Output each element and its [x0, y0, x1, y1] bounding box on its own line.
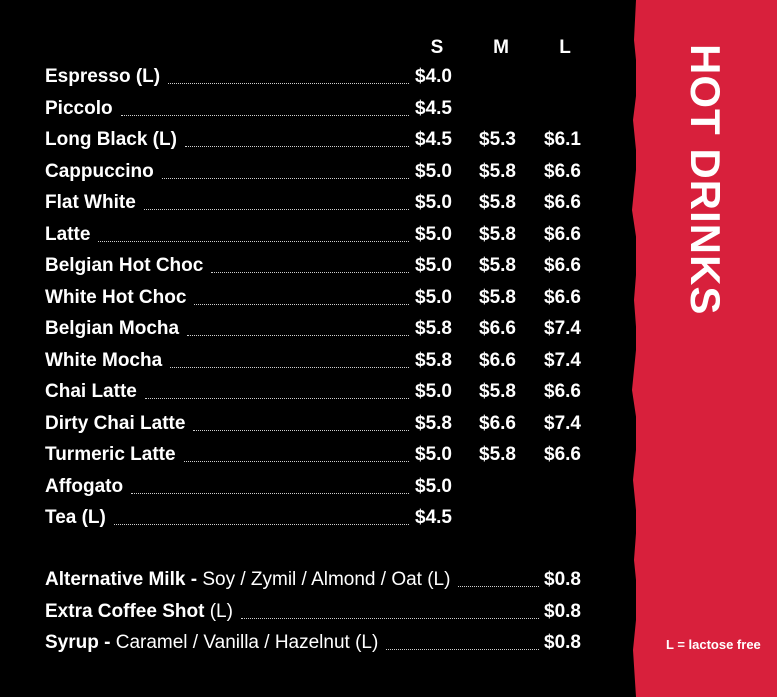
- extra-name: [45, 569, 456, 591]
- price-medium: $5.8: [479, 255, 516, 276]
- menu-item-name: Latte: [45, 224, 96, 246]
- menu-item-name: Piccolo: [45, 98, 119, 120]
- price-medium: $5.8: [479, 223, 516, 245]
- price-medium: $5.8: [479, 192, 516, 213]
- price-medium: $5.8: [479, 381, 516, 402]
- extra-label: Extra Coffee Shot: [45, 600, 205, 622]
- menu-item-name: Cappuccino: [45, 161, 160, 183]
- menu-item-row: [45, 444, 585, 474]
- extra-label: Syrup -: [45, 632, 111, 653]
- price-small: $5.0: [415, 255, 452, 276]
- price-small: $5.0: [415, 475, 452, 497]
- price-large: $6.6: [544, 255, 581, 276]
- extra-name: [45, 601, 239, 623]
- price-small: $5.0: [415, 160, 452, 182]
- price-large: $6.6: [544, 381, 581, 402]
- menu-item-name: Dirty Chai Latte: [45, 413, 191, 435]
- torn-edge: [628, 0, 644, 697]
- size-header-medium: M: [493, 37, 509, 58]
- size-header-large: L: [559, 37, 571, 58]
- price-small: $5.0: [415, 223, 452, 245]
- menu-item-name: Turmeric Latte: [45, 444, 182, 466]
- dot-leader: [184, 461, 409, 462]
- menu-item-row: [45, 507, 585, 537]
- dot-leader: [211, 272, 409, 273]
- extra-price: $0.8: [544, 569, 581, 590]
- dot-leader: [131, 493, 409, 494]
- price-small: $5.0: [415, 444, 452, 465]
- menu-item-name: Belgian Hot Choc: [45, 255, 209, 277]
- dot-leader: [114, 524, 409, 525]
- menu-item-row: [45, 255, 585, 285]
- menu-item-row: [45, 161, 585, 191]
- menu-item-name: White Hot Choc: [45, 287, 192, 309]
- menu-item-row: [45, 318, 585, 348]
- dot-leader: [241, 618, 539, 619]
- menu-item-name: Chai Latte: [45, 381, 143, 403]
- menu-item-row: [45, 129, 585, 159]
- price-large: $7.4: [544, 318, 581, 339]
- menu-item-name: Flat White: [45, 192, 142, 214]
- dot-leader: [194, 304, 409, 305]
- extra-row: [45, 601, 585, 631]
- menu-item-row: [45, 287, 585, 317]
- dot-leader: [386, 649, 539, 650]
- price-large: $6.6: [544, 286, 581, 308]
- menu-item-row: [45, 224, 585, 254]
- menu-item-name: Espresso (L): [45, 66, 166, 88]
- price-large: $6.6: [544, 223, 581, 245]
- menu-item-row: [45, 192, 585, 222]
- price-small: $5.8: [415, 349, 452, 371]
- section-title-vertical: [682, 44, 729, 344]
- size-header-small: S: [430, 37, 444, 58]
- menu-item-row: [45, 66, 585, 96]
- lactose-free-legend: L = lactose free: [666, 637, 761, 652]
- menu-item-name: Long Black (L): [45, 129, 183, 151]
- dot-leader: [185, 146, 409, 147]
- price-medium: $5.3: [479, 129, 516, 150]
- price-large: $7.4: [544, 412, 581, 434]
- price-small: $4.5: [415, 97, 452, 119]
- dot-leader: [162, 178, 409, 179]
- price-small: $5.0: [415, 381, 452, 402]
- price-large: $6.6: [544, 160, 581, 182]
- dot-leader: [144, 209, 409, 210]
- dot-leader: [170, 367, 409, 368]
- price-medium: $5.8: [479, 286, 516, 308]
- price-large: $7.4: [544, 349, 581, 371]
- menu-item-row: [45, 476, 585, 506]
- price-small: $5.8: [415, 318, 452, 339]
- extra-price: $0.8: [544, 632, 581, 653]
- menu-item-name: White Mocha: [45, 350, 168, 372]
- menu-item-name: Tea (L): [45, 507, 112, 529]
- price-medium: $5.8: [479, 160, 516, 182]
- dot-leader: [187, 335, 409, 336]
- price-small: $5.0: [415, 286, 452, 308]
- price-small: $4.5: [415, 507, 452, 528]
- extra-options: (L): [204, 600, 233, 622]
- dot-leader: [458, 586, 539, 587]
- price-small: $5.8: [415, 412, 452, 434]
- dot-leader: [168, 83, 409, 84]
- dot-leader: [121, 115, 409, 116]
- dot-leader: [98, 241, 409, 242]
- extra-name: [45, 632, 384, 654]
- extra-options: Caramel / Vanilla / Hazelnut (L): [110, 632, 379, 653]
- menu-item-row: [45, 381, 585, 411]
- menu-item-row: [45, 350, 585, 380]
- price-small: $5.0: [415, 192, 452, 213]
- dot-leader: [193, 430, 409, 431]
- price-small: $4.0: [415, 66, 452, 87]
- price-medium: $6.6: [479, 412, 516, 434]
- extra-row: [45, 569, 585, 599]
- section-title: HOT DRINKS: [682, 44, 729, 316]
- extra-label: Alternative Milk -: [45, 569, 198, 590]
- menu-item-row: [45, 98, 585, 128]
- price-medium: $5.8: [479, 444, 516, 465]
- extra-options: Soy / Zymil / Almond / Oat (L): [197, 569, 451, 590]
- extra-price: $0.8: [544, 600, 581, 622]
- price-large: $6.6: [544, 444, 581, 465]
- price-large: $6.1: [544, 129, 581, 150]
- price-small: $4.5: [415, 129, 452, 150]
- price-large: $6.6: [544, 192, 581, 213]
- extra-row: [45, 632, 585, 662]
- menu-item-row: [45, 413, 585, 443]
- price-medium: $6.6: [479, 318, 516, 339]
- menu-item-name: Belgian Mocha: [45, 318, 185, 340]
- menu-item-name: Affogato: [45, 476, 129, 498]
- price-medium: $6.6: [479, 349, 516, 371]
- dot-leader: [145, 398, 409, 399]
